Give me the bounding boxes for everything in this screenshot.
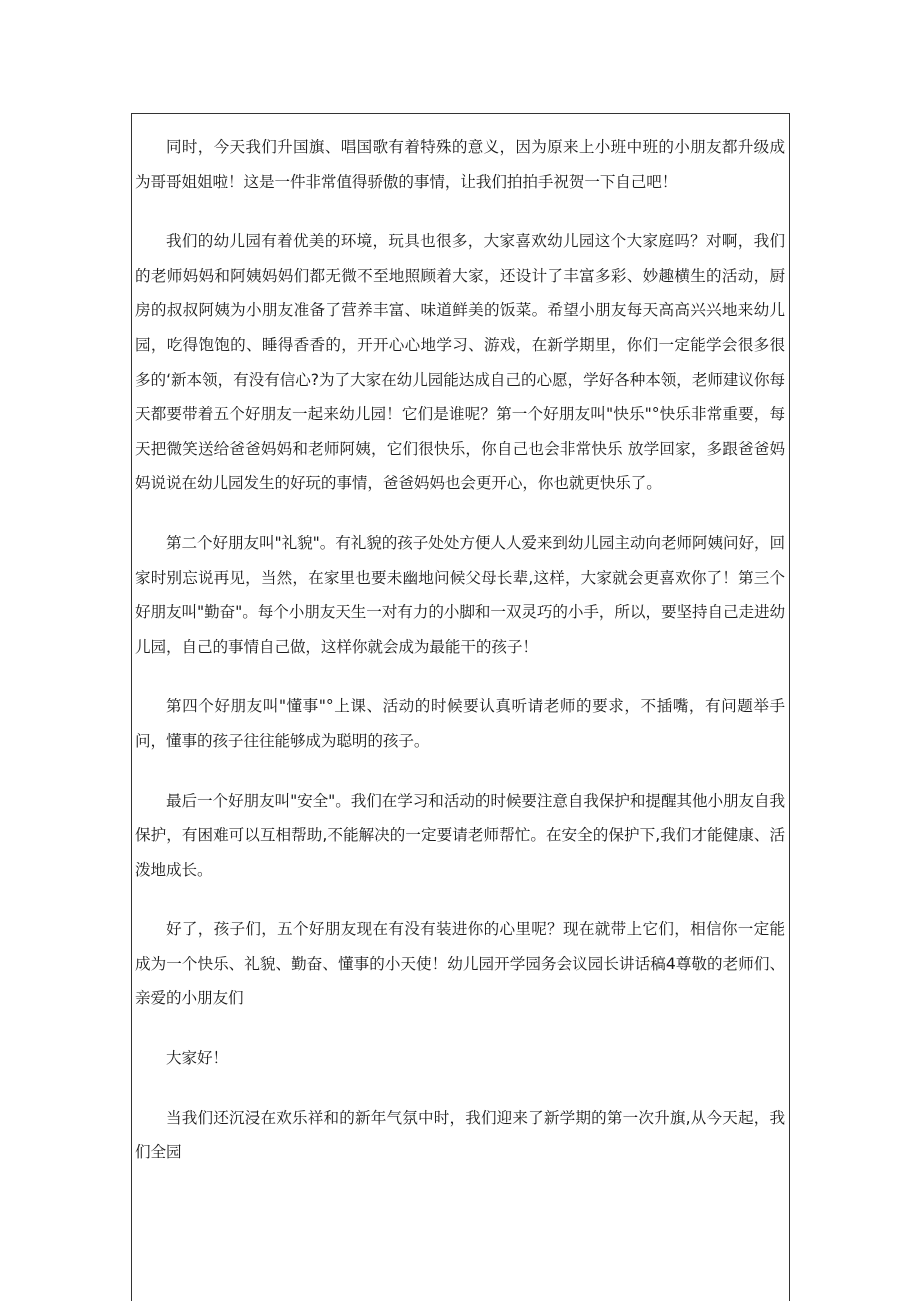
paragraph: 我们的幼儿园有着优美的环境，玩具也很多，大家喜欢幼儿园这个大家庭吗？对啊，我们的老师妈妈和阿姨妈妈们都无微不至地照顾着大家，还设计了丰富多彩、妙趣横生的活动，厨房的叔叔阿姨为小朋友准备了营养丰富、味道鲜美的饭菜。希望小朋友每天高高兴兴地来幼儿园，吃得饱饱的、睡得香香的，开开心心地学习、游戏，在新学期里，你们一定能学会很多很多的‘新本领，有没有信心?为了大家在幼儿园能达成自己的心愿，学好各种本领，老师建议你每天都要带着五个好朋友一起来幼儿园！它们是谁呢？第一个好朋友叫"快乐"°快乐非常重要，每天把微笑送给爸爸妈妈和老师阿姨，它们很快乐，你自己也会非常快乐 放学回家，多跟爸爸妈妈说说在幼儿园发生的好玩的事情，爸爸妈妈也会更开心，你也就更快乐了。 [135,232,785,493]
document-page-frame [131,113,790,1301]
paragraph: 第四个好朋友叫"懂事"°上课、活动的时候要认真听请老师的要求，不插嘴，有问题举手问，懂事的孩子往往能够成为聪明的孩子。 [135,697,785,750]
greeting-line: 大家好！ [166,1049,228,1068]
paragraph: 同时，今天我们升国旗、唱国歌有着特殊的意义，因为原来上小班中班的小朋友都升级成为哥哥姐姐啦！这是一件非常值得骄傲的事情，让我们拍拍手祝贺一下自己吧！ [135,138,785,191]
paragraph: 好了，孩子们，五个好朋友现在有没有装进你的心里呢？现在就带上它们，相信你一定能成为一个快乐、礼貌、勤奋、懂事的小天使！幼儿园开学园务会议园长讲话稿4尊敬的老师们、亲爱的小朋友们 [135,920,785,1008]
paragraph: 当我们还沉浸在欢乐祥和的新年气氛中时，我们迎来了新学期的第一次升旗,从今天起，我们全园 [135,1108,785,1162]
paragraph: 最后一个好朋友叫"安全"。我们在学习和活动的时候要注意自我保护和提醒其他小朋友自我保护，有困难可以互相帮助,不能解决的一定要请老师帮忙。在安全的保护下,我们才能健康、活泼地成长。 [135,791,785,879]
paragraph: 第二个好朋友叫"礼貌"。有礼貌的孩子处处方便人人爱来到幼儿园主动向老师阿姨问好，回家时别忘说再见，当然，在家里也要未幽地问候父母长辈,这样，大家就会更喜欢你了！第三个好朋友叫"勤奋"。每个小朋友天生一对有力的小脚和一双灵巧的小手，所以，要坚持自己走进幼儿园，自己的事情自己做，这样你就会成为最能干的孩子！ [135,533,785,656]
document-body [132,130,789,1195]
